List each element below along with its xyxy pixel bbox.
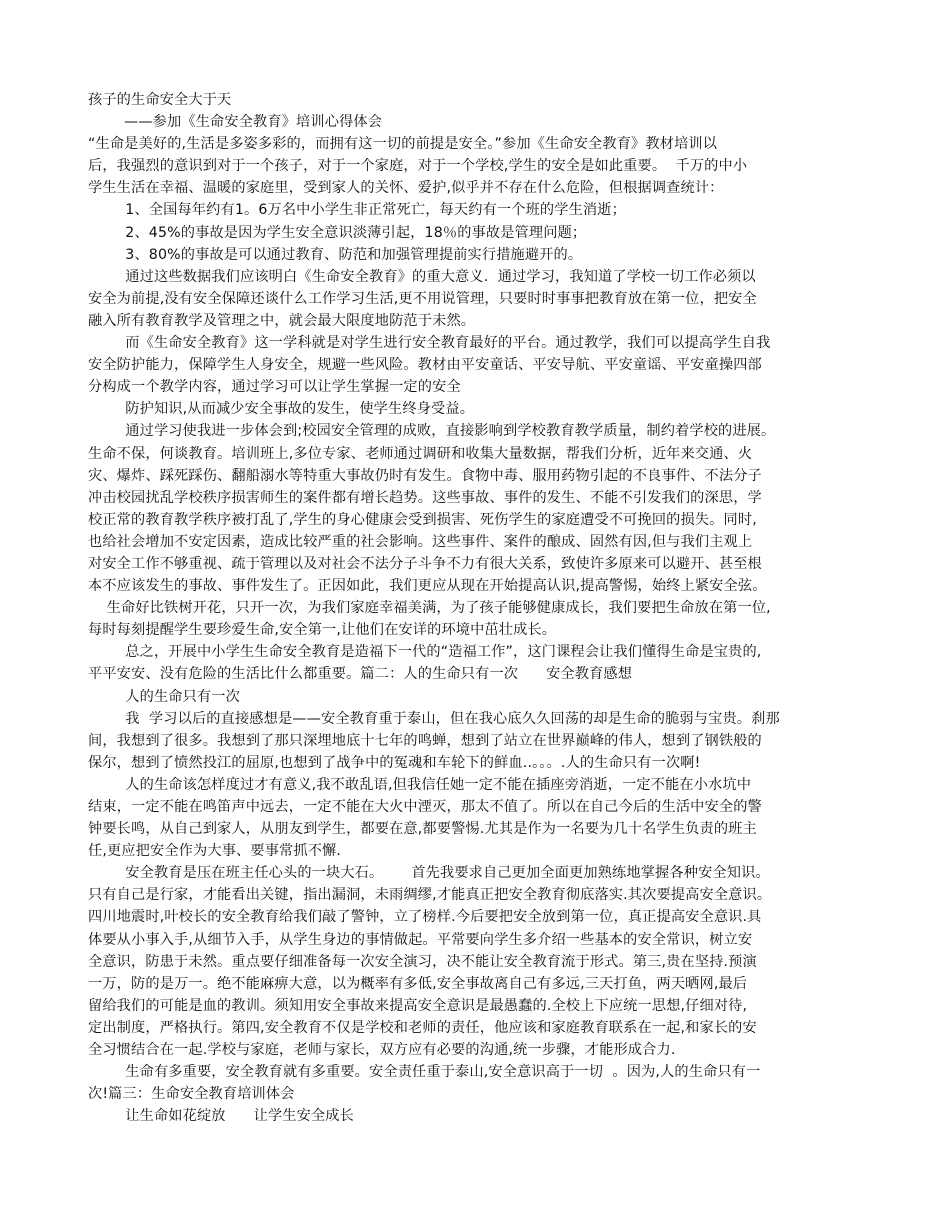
text-line: 平平安安、没有危险的生活比什么都重要。篇二：人的生命只有一次 安全教育感想 (88, 666, 633, 683)
text-line: 每时每刻提醒学生要珍爱生命,安全第一,让他们在安详的环境中茁壮成长。 (88, 622, 557, 639)
text-line: 让生命如花绽放 让学生安全成长 (88, 1108, 354, 1125)
document-page (88, 89, 862, 1127)
text-line: 3、80%的事故是可以通过教育、防范和加强管理提前实行措施避开的。 (88, 246, 583, 263)
text-line: 一万，防的是万一。绝不能麻痹大意，以为概率有多低,安全事故离自己有多远,三天打鱼，两天晒网,最后 (88, 975, 748, 992)
text-line: 通过学习使我进一步体会到;校园安全管理的成败，直接影响到学校教育教学质量，制约着学校的进展。 (88, 423, 776, 440)
text-line: 对安全工作不够重视、疏于管理以及对社会不法分子斗争不力有很大关系，致使许多原来可以避开、甚至根 (88, 555, 762, 572)
text-line: 四川地震时,叶校长的安全教育给我们敲了警钟，立了榜样.今后要把安全放到第一位，真正提高安全意识.具 (88, 909, 762, 926)
text-line: 间，我想到了很多。我想到了那只深埋地底十七年的鸣蝉，想到了站立在世界巅峰的伟人，想到了钢铁般的 (88, 732, 762, 749)
text-line: 全习惯结合在一起.学校与家庭，老师与家长，双方应有必要的沟通,统一步骤，才能形成合力. (88, 1042, 676, 1059)
text-line: 分构成一个教学内容，通过学习可以让学生掌握一定的安全 (88, 379, 461, 396)
text-line: 冲击校园扰乱学校秩序损害师生的案件都有增长趋势。这些事故、事件的发生、不能不引发我们的深思，学 (88, 489, 762, 506)
text-line: 生命好比铁树开花，只开一次，为我们家庭幸福美满，为了孩子能够健康成长，我们要把生命放在第一位, (88, 600, 771, 617)
text-line: 生命有多重要，安全教育就有多重要。安全责任重于泰山,安全意识高于一切 。因为,人的生命只有一 (88, 1064, 761, 1081)
text-line: 灾、爆炸、踩死踩伤、翻船溺水等特重大事故仍时有发生。食物中毒、服用药物引起的不良事件、不法分子 (88, 467, 762, 484)
text-line: 学生生活在幸福、温暖的家庭里，受到家人的关怀、爱护,似乎并不存在什么危险，但根据调查统计： (88, 180, 724, 197)
text-line: 校正常的教育教学秩序被打乱了,学生的身心健康会受到损害、死伤学生的家庭遭受不可挽回的损失。同时, (88, 511, 757, 528)
document-subtitle: ——参加《生命安全教育》培训心得体会 (124, 114, 383, 131)
text-line: 安全教育是压在班主任心头的一块大石。 首先我要求自己更加全面更加熟练地掌握各种安全知识。 (88, 865, 770, 882)
text-line: 生命不保，何谈教育。培训班上,多位专家、老师通过调研和收集大量数据，帮我们分析，近年来交通、火 (88, 445, 753, 462)
text-line: 也给社会增加不安定因素，造成比较严重的社会影响。这些事件、案件的酿成、固然有因,但与我们主观上 (88, 533, 753, 550)
text-line: 全意识，防患于未然。重点要仔细准备每一次安全演习，决不能让安全教育流于形式。第三,贵在坚持.预演 (88, 953, 757, 970)
text-line: 而《生命安全教育》这一学科就是对学生进行安全教育最好的平台。通过教学，我们可以提高学生自我 (88, 335, 771, 352)
text-line: 我 学习以后的直接感想是——安全教育重于泰山，但在我心底久久回荡的却是生命的脆弱与宝贵。刹那 (88, 710, 780, 727)
text-line: 人的生命只有一次 (88, 688, 240, 705)
text-line: 钟要长鸣，从自己到家人，从朋友到学生，都要在意,都要警惕.尤其是作为一名要为几十名学生负责的班主 (88, 821, 757, 838)
text-line: 定出制度，严格执行。第四,安全教育不仅是学校和老师的责任，他应该和家庭教育联系在一起,和家长的安 (88, 1019, 757, 1036)
text-line: 留给我们的可能是血的教训。须知用安全事故来提高安全意识是最愚蠢的.全校上下应统一思想,仔细对待, (88, 997, 748, 1014)
text-line: 2、45%的事故是因为学生安全意识淡薄引起，18％的事故是管理问题； (88, 224, 587, 241)
text-line: 防护知识,从而减少安全事故的发生，使学生终身受益。 (88, 401, 475, 418)
text-line: 次!篇三：生命安全教育培训体会 (88, 1086, 295, 1103)
document-title: 孩子的生命安全大于天 (88, 92, 232, 108)
text-line: 后，我强烈的意识到对于一个孩子，对于一个家庭，对于一个学校,学生的安全是如此重要。 千万的中小 (88, 158, 748, 175)
text-line: 总之，开展中小学生生命安全教育是造福下一代的“造福工作”，这门课程会让我们懂得生命是宝贵的, (88, 644, 762, 661)
document-body (88, 133, 862, 1127)
text-line: 只有自己是行家，才能看出关键，指出漏洞，未雨绸缪,才能真正把安全教育彻底落实.其次要提高安全意识。 (88, 887, 772, 904)
text-line: 安全防护能力，保障学生人身安全，规避一些风险。教材由平安童话、平安导航、平安童谣、平安童操四部 (88, 357, 762, 374)
text-line: 结束，一定不能在鸣笛声中远去，一定不能在大火中湮灭，那太不值了。所以在自己今后的生活中安全的警 (88, 799, 762, 815)
text-line: 体要从小事入手,从细节入手，从学生身边的事情做起。平常要向学生多介绍一些基本的安全常识，树立安 (88, 931, 753, 948)
text-line: 人的生命该怎样度过才有意义,我不敢乱语,但我信任她一定不能在插座旁消逝，一定不能在小水坑中 (88, 776, 752, 793)
text-line: 本不应该发生的事故、事件发生了。正因如此，我们更应从现在开始提高认识,提高警惕，始终上紧安全弦。 (88, 578, 767, 595)
text-line: 1、全国每年约有1。6万名中小学生非正常死亡，每天约有一个班的学生消逝； (88, 202, 626, 219)
text-line: 融入所有教育教学及管理之中，就会最大限度地防范于未然。 (88, 312, 476, 329)
text-line: 安全为前提,没有安全保障还谈什么工作学习生活,更不用说管理，只要时时事事把教育放在第一位，把安全 (88, 290, 757, 307)
text-line: “生命是美好的,生活是多姿多彩的，而拥有这一切的前提是安全。”参加《生命安全教育》教材培训以 (88, 136, 718, 153)
text-line: 保尔，想到了愤然投江的屈原,也想到了战争中的冤魂和车轮下的鲜血..。。。.人的生命只有一次啊! (88, 754, 701, 771)
text-line: 通过这些数据我们应该明白《生命安全教育》的重大意义. 通过学习，我知道了学校一切工作必须以 (88, 268, 756, 285)
text-line: 任,更应把安全作为大事、要事常抓不懈. (88, 843, 342, 860)
